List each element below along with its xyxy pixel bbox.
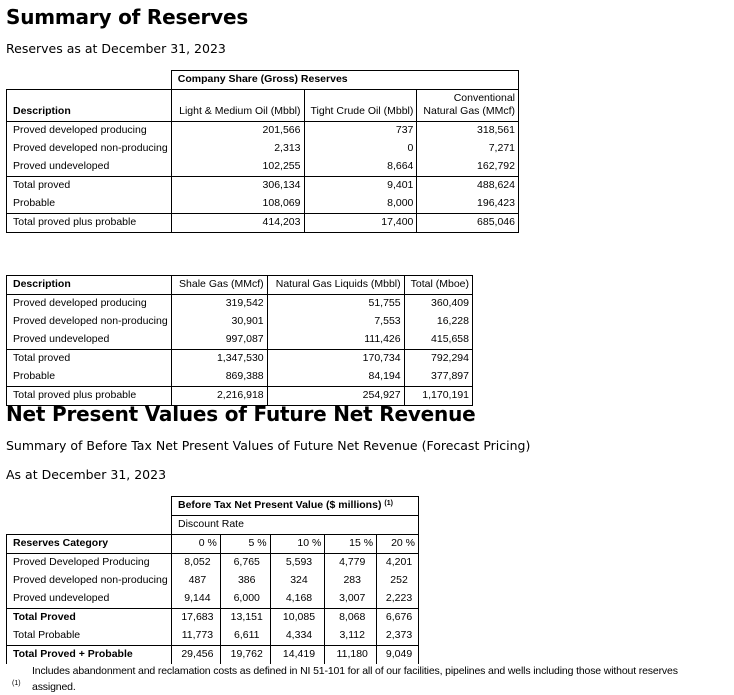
npv-as-at-date: As at December 31, 2023 [6, 467, 167, 482]
col-header-rate: 0 % [171, 535, 220, 554]
cell-value: 386 [220, 572, 270, 590]
cell-value: 17,400 [304, 214, 417, 233]
cell-value: 13,151 [220, 609, 270, 628]
row-label: Total proved [7, 177, 172, 196]
col-header-reserves-category: Reserves Category [7, 535, 172, 554]
row-label: Proved developed non-producing [7, 140, 172, 158]
cell-value: 324 [270, 572, 325, 590]
table-row [7, 214, 519, 233]
col-header-rate: 5 % [220, 535, 270, 554]
row-label: Total proved plus probable [7, 387, 172, 406]
cell-value: 8,000 [304, 195, 417, 214]
cell-value: 6,676 [377, 609, 419, 628]
empty-corner [7, 497, 172, 516]
cell-value: 2,373 [377, 627, 419, 646]
cell-value: 415,658 [404, 331, 472, 350]
footnote-line-2: assigned. [32, 681, 76, 693]
cell-value: 792,294 [404, 350, 472, 369]
row-label: Total proved plus probable [7, 214, 172, 233]
cell-value: 9,401 [304, 177, 417, 196]
cell-value: 9,049 [377, 646, 419, 665]
cell-value: 8,664 [304, 158, 417, 177]
row-label: Proved developed producing [7, 295, 172, 314]
row-label: Proved undeveloped [7, 331, 172, 350]
empty-corner [7, 516, 172, 535]
row-label: Probable [7, 368, 172, 387]
row-label: Proved developed producing [7, 122, 172, 141]
net-present-values-title: Net Present Values of Future Net Revenue [6, 402, 476, 426]
cell-value: 869,388 [171, 368, 267, 387]
cell-value: 6,000 [220, 590, 270, 609]
cell-value: 6,765 [220, 554, 270, 573]
cell-value: 196,423 [417, 195, 519, 214]
empty-corner [7, 71, 172, 90]
col-header-shale-gas: Shale Gas (MMcf) [171, 276, 267, 295]
cell-value: 4,168 [270, 590, 325, 609]
cell-value: 51,755 [267, 295, 404, 314]
cell-value: 14,419 [270, 646, 325, 665]
discount-rate-label: Discount Rate [171, 516, 418, 535]
cell-value: 306,134 [171, 177, 304, 196]
cell-value: 252 [377, 572, 419, 590]
npv-summary-subtitle: Summary of Before Tax Net Present Values of Future Net Revenue (Forecast Pricing) [6, 438, 531, 453]
cell-value: 997,087 [171, 331, 267, 350]
col-header-rate: 15 % [325, 535, 377, 554]
cell-value: 377,897 [404, 368, 472, 387]
npv-table [6, 496, 419, 664]
cell-value: 254,927 [267, 387, 404, 406]
cell-value: 1,170,191 [404, 387, 472, 406]
col-header-conventional-line2: Natural Gas (MMcf) [423, 105, 515, 117]
table-row [7, 368, 473, 387]
cell-value: 5,593 [270, 554, 325, 573]
cell-value: 3,112 [325, 627, 377, 646]
table-row [7, 627, 419, 646]
cell-value: 30,901 [171, 313, 267, 331]
cell-value: 414,203 [171, 214, 304, 233]
cell-value: 2,223 [377, 590, 419, 609]
row-label: Total Probable [7, 627, 172, 646]
table-row [7, 195, 519, 214]
reserves-table-2 [6, 275, 473, 406]
table-row [7, 609, 419, 628]
cell-value: 318,561 [417, 122, 519, 141]
cell-value: 19,762 [220, 646, 270, 665]
cell-value: 17,683 [171, 609, 220, 628]
cell-value: 16,228 [404, 313, 472, 331]
footnote-line-1: Includes abandonment and reclamation costs as defined in NI 51-101 for all of our facilities, pipelines and wells including those without reserves [32, 665, 678, 677]
row-label: Proved undeveloped [7, 590, 172, 609]
col-header-light-medium-oil: Light & Medium Oil (Mbbl) [171, 90, 304, 122]
cell-value: 283 [325, 572, 377, 590]
cell-value: 487 [171, 572, 220, 590]
table-row [7, 590, 419, 609]
cell-value: 3,007 [325, 590, 377, 609]
reserves-date-subtitle: Reserves as at December 31, 2023 [6, 41, 226, 56]
row-label: Total Proved + Probable [7, 646, 172, 665]
company-share-group-header: Company Share (Gross) Reserves [171, 71, 518, 90]
cell-value: 685,046 [417, 214, 519, 233]
cell-value: 84,194 [267, 368, 404, 387]
table-row [7, 158, 519, 177]
cell-value: 1,347,530 [171, 350, 267, 369]
cell-value: 2,216,918 [171, 387, 267, 406]
table-row [7, 646, 419, 665]
cell-value: 7,271 [417, 140, 519, 158]
row-label: Proved developed non-producing [7, 313, 172, 331]
col-header-tight-crude-oil: Tight Crude Oil (Mbbl) [304, 90, 417, 122]
cell-value: 737 [304, 122, 417, 141]
row-label: Proved undeveloped [7, 158, 172, 177]
footnote-text [32, 663, 722, 695]
table-row [7, 350, 473, 369]
cell-value: 4,201 [377, 554, 419, 573]
row-label: Total Proved [7, 609, 172, 628]
table-row [7, 295, 473, 314]
col-header-conventional-line1: Conventional [453, 92, 515, 104]
cell-value: 7,553 [267, 313, 404, 331]
cell-value: 8,068 [325, 609, 377, 628]
col-header-description: Description [7, 90, 172, 122]
cell-value: 11,180 [325, 646, 377, 665]
cell-value: 29,456 [171, 646, 220, 665]
cell-value: 102,255 [171, 158, 304, 177]
col-header-rate: 10 % [270, 535, 325, 554]
table-row [7, 177, 519, 196]
npv-group-header [171, 497, 418, 516]
cell-value: 170,734 [267, 350, 404, 369]
footnote-reference: (1) [384, 500, 393, 507]
cell-value: 319,542 [171, 295, 267, 314]
row-label: Proved developed non-producing [7, 572, 172, 590]
col-header-rate: 20 % [377, 535, 419, 554]
npv-group-header-text: Before Tax Net Present Value ($ millions) [177, 499, 382, 511]
col-header-description: Description [7, 276, 172, 295]
cell-value: 162,792 [417, 158, 519, 177]
cell-value: 11,773 [171, 627, 220, 646]
table-row [7, 313, 473, 331]
cell-value: 9,144 [171, 590, 220, 609]
cell-value: 360,409 [404, 295, 472, 314]
table-row [7, 554, 419, 573]
col-header-conventional-natural-gas [417, 90, 519, 122]
cell-value: 111,426 [267, 331, 404, 350]
summary-of-reserves-title: Summary of Reserves [6, 5, 249, 29]
footnote-marker: (1) [12, 680, 21, 687]
cell-value: 488,624 [417, 177, 519, 196]
row-label: Proved Developed Producing [7, 554, 172, 573]
cell-value: 2,313 [171, 140, 304, 158]
table-row [7, 331, 473, 350]
reserves-table-1 [6, 70, 519, 233]
table-row [7, 140, 519, 158]
cell-value: 201,566 [171, 122, 304, 141]
cell-value: 4,779 [325, 554, 377, 573]
table-row [7, 572, 419, 590]
row-label: Total proved [7, 350, 172, 369]
cell-value: 0 [304, 140, 417, 158]
col-header-total-mboe: Total (Mboe) [404, 276, 472, 295]
cell-value: 8,052 [171, 554, 220, 573]
table-row [7, 122, 519, 141]
cell-value: 6,611 [220, 627, 270, 646]
cell-value: 10,085 [270, 609, 325, 628]
cell-value: 4,334 [270, 627, 325, 646]
row-label: Probable [7, 195, 172, 214]
col-header-natural-gas-liquids: Natural Gas Liquids (Mbbl) [267, 276, 404, 295]
cell-value: 108,069 [171, 195, 304, 214]
